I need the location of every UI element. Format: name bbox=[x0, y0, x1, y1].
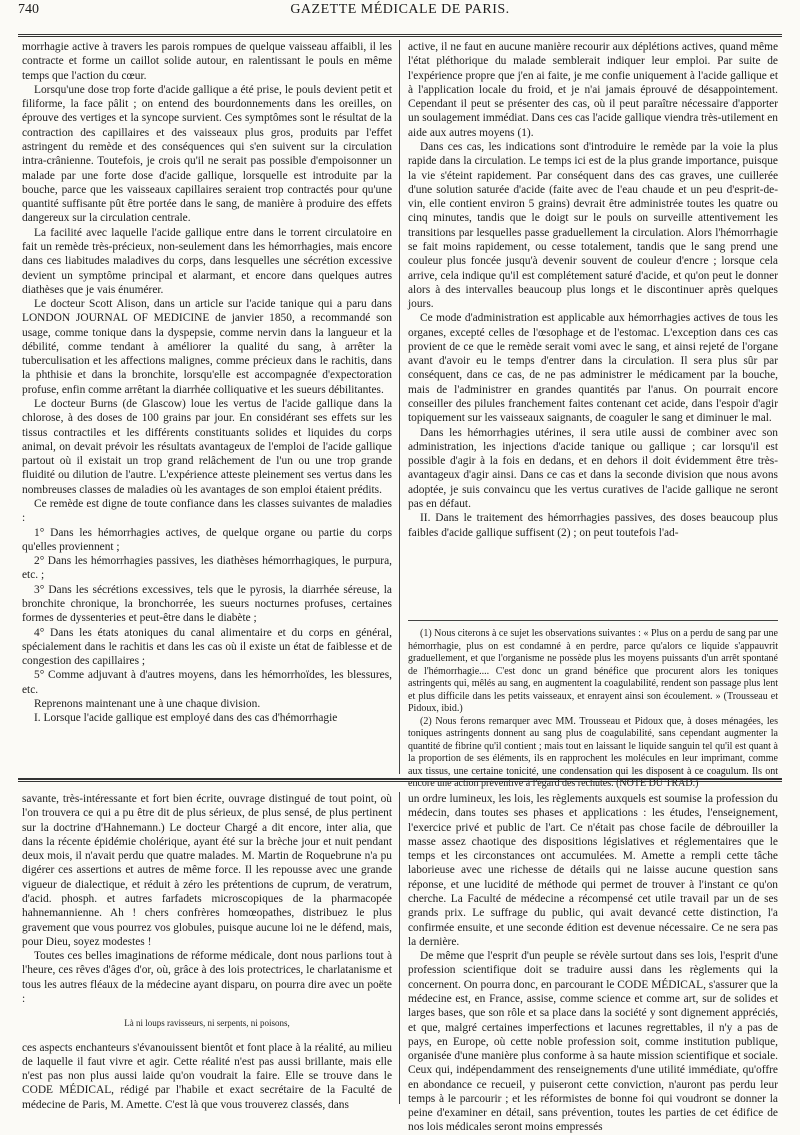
paragraph: active, il ne faut en aucune manière recourir aux déplétions actives, quand même l'état pléthorique du malade semblerait indiquer leur emploi. Par suite de l'expérience propre que j'en ai faite, je me confie uniquement à l'acide gallique et à l'application locale du froid, et je n'ai jamais éprouvé de désappointement. Cependant il peut se présenter des cas, où il peut paraître nécessaire d'apporter un soulagement immédiat. Dans ces cas l'acide gallique viendra très-utilement en aide aux autres moyens (1). bbox=[408, 41, 778, 139]
paragraph: I. Lorsque l'acide gallique est employé dans des cas d'hémorrhagie bbox=[34, 712, 338, 725]
verse-quote: Là ni loups ravisseurs, ni serpents, ni poisons, bbox=[124, 1018, 290, 1029]
paragraph: ces aspects enchanteurs s'évanouissent bientôt et font place à la réalité, au milieu de laquelle il faut vivre et agir. Cette réalité n'est pas aussi brillante, mais elle n'est pas non plus aussi laide qu'on voudrait la faire. Elle se trouve dans le CODE MÉDICAL, rédigé par l'habile et exact secrétaire de la Faculté de médecine de Paris, M. Amette. C'est là que vous trouverez classés, dans bbox=[22, 1041, 392, 1111]
footnote: (1) Nous citerons à ce sujet les observations suivantes : « Plus on a perdu de sang par une hémorrhagie, plus on est condamné à en perdre, parce qu'alors ce liquide s'appauvrit graduellement, et que l'organisme ne possède plus les moyens puissants d'un arrêt spontané de l'hémorrhagie.... C'est donc un grand bénéfice que procurent alors les toniques astringents qui, mêlés au sang, en augmentent la coagulabilité, rendent son passage plus lent et plus difficile dans les petits vaisseaux, et enrayent ainsi son écoulement. » (Trousseau et Pidoux, ibid.) bbox=[408, 628, 778, 714]
paragraph: Le docteur Burns (de Glascow) loue les vertus de l'acide gallique dans la chlorose, à des doses de 100 grains par jour. En considérant ses effets sur les tissus contractiles et les différents constituants solides et liquides du corps animal, on devait prévoir les résultats avantageux de l'emploi de l'acide gallique partout où il existait un trop grand relâchement de l'un ou une trop grande fluidité ou dilution de l'autre. L'expérience atteste pleinement ses vertus dans les nombreuses classes de maladies où les avantages de son emploi étaient prédits. bbox=[22, 398, 392, 496]
journal-title: GAZETTE MÉDICALE DE PARIS. bbox=[290, 2, 510, 17]
upper-left-column bbox=[22, 40, 392, 770]
footnotes bbox=[408, 628, 778, 789]
page-number: 740 bbox=[18, 2, 39, 17]
paragraph: savante, très-intéressante et fort bien écrite, ouvrage distingué de tout point, où l'on trouvera ce qui a pu être dit de plus sérieux, de plus sensé, de plus pertinent sur la doctrine d'Hahnemann.) Le docteur Chargé a dit encore, inter alia, que dans la récente épidémie cholérique, ayant été sur la brèche jour et nuit pendant deux mois, il n'avait perdu que quatre malades. M. Martin de Roquebrune n'a pu digérer ces assertions et autres de même force. Il les repousse avec une grande vigueur de dialectique, et réduit à zéro les prétentions de cuprum, de veratrum, d'acid. phosph. et autres farfadets microscopiques de la pharmacopée hahnemannienne. Ah ! chers confrères homœopathes, distribuez le plus gravement que vous pourrez vos globules, puisque aucune loi ne le défend, mais, pour Dieu, soyez modestes ! bbox=[22, 793, 392, 948]
paragraph: De même que l'esprit d'un peuple se révèle surtout dans ses lois, l'esprit d'une profession scientifique doit se traduire aussi dans les règlements qui la concernent. On pourra donc, en parcourant le CODE MÉDICAL, s'assurer que la médecine est, en France, assise, comme science et comme art, sur de solides et larges bases, que son rôle et sa place dans la société y sont dignement appréciés, et que, malgré certaines imperfections et lacunes regrettables, il n'y a pas de pays, en Europe, où cette noble profession soit, comme institution publique, organisée d'une manière plus conforme à sa haute mission scientifique et sociale. Ceux qui, indépendamment des renseignements d'une utilité immédiate, qu'offre en abondance ce recueil, y puiseront cette conviction, n'auront pas perdu leur temps à le parcourir ; et les réformistes de bonne foi qui voudront se donner la peine d'examiner en détail, sans prévention, toutes les parties de cet édifice de nos lois médicales seront moins empressés bbox=[408, 950, 778, 1134]
paragraph: morrhagie active à travers les parois rompues de quelque vaisseau affaibli, il les contracte et forme un caillot solide autour, en ralentissant le pouls en même temps que l'action du cœur. bbox=[22, 41, 392, 82]
paragraph: un ordre lumineux, les lois, les règlements auxquels est soumise la profession du médecin, dans toutes ses phases et applications : les études, l'enseignement, l'exercice privé et public de l'art. Ce n'était pas chose facile de débrouiller la masse assez chaotique des dispositions législatives et réglementaires que le temps et les circonstances ont accumulées. M. Amette a rempli cette tâche laborieuse avec une richesse de détails qui ne laisse aucune question sans réponse, et une lucidité de méthode qui permet de trouver à l'instant ce qu'on cherche. La Faculté de médecine a récompensé cet utile travail par un de ses grands prix. Le suffrage du public, qui avait devancé cette distinction, l'a confirmée ensuite, et une seconde édition est devenue nécessaire. Ce ne sera pas la dernière. bbox=[408, 793, 778, 948]
paragraph: Ce mode d'administration est applicable aux hémorrhagies actives de tous les organes, excepté celles de l'œsophage et de l'estomac. L'exception dans ces cas provient de ce que le remède serait vomi avec le sang, et ainsi rejeté de l'organe avant d'avoir eu le temps d'entrer dans la circulation. Il sera plus sûr par conséquent, dans ce cas, de ne pas administrer le médicament par la bouche, mais de l'administrer en grandes quantités par l'anus. On pourrait encore conseiller des pilules franchement faites contenant cet acide, dans l'espoir d'agir topiquement sur les vaisseaux saignants, de coaguler le sang et diminuer le mal. bbox=[408, 312, 778, 425]
footnote: (2) Nous ferons remarquer avec MM. Trousseau et Pidoux que, à doses ménagées, les toniques astringents donnent au sang plus de coagulabilité, sans cependant augmenter la quantité de fibrine qu'il contient ; mais tout en laissant le liquide sanguin tel qu'il est quant à la proportion de ses éléments, ils en rapprochent les molécules en leur imprimant, comme aux tissus, une certaine tonicité, une condensation qui les disposent à ce coagulum. Ils ont encore une action préventive à l'égard des rechutes. (NOTE DU TRAD.) bbox=[408, 715, 778, 789]
paragraph: La facilité avec laquelle l'acide gallique entre dans le torrent circulatoire en fait un remède très-précieux, non-seulement dans les hémorrhagies, mais encore dans ces liabitudes maladives du corps, dans lesquelles une sécrétion excessive devient un symptôme principal et alarmant, et encore dans quelques autres diathèses que je vais énumérer. bbox=[22, 226, 392, 296]
paragraph: II. Dans le traitement des hémorrhagies passives, des doses beaucoup plus faibles d'acide gallique suffisent (2) ; on peut toutefois l'ad- bbox=[408, 512, 778, 539]
upper-right-column bbox=[408, 40, 778, 612]
paragraph: Toutes ces belles imaginations de réforme médicale, dont nous parlions tout à l'heure, ces rêves d'âges d'or, où, grâce à des lois protectrices, le charlatanisme et tous les autres fléaux de la médecine ayant disparu, on pourra dire avec un poëte : bbox=[22, 950, 392, 1005]
section-rule bbox=[18, 778, 782, 782]
column-divider bbox=[399, 40, 400, 774]
lower-left-column bbox=[22, 792, 392, 1111]
paragraph: Dans ces cas, les indications sont d'introduire le remède par la voie la plus rapide dans la circulation. Le temps ici est de la plus grande importance, puisque la vie s'éteint rapidement. Par conséquent dans des cas graves, une cuillerée d'une solution saturée d'acide (faite avec de l'eau chaude et un peu d'esprit-de-vin, elle contient environ 5 grains) devrait être administrée toutes les quatre ou cinq minutes, tandis que le doigt sur le pouls on surveille attentivement les transitions par lesquelles passe graduellement la circulation. Alors l'hémorrhagie se fait moins rapidement, ou cesse totalement, tandis que le sang prend une couleur plus foncée jusqu'à devenir souvent de couleur d'encre ; lorsque cela arrive, cela indique qu'il est complétement saturé d'acide, et qu'on peut le donner alors à des intervalles beaucoup plus longs et le discontinuer après quelques jours. bbox=[408, 140, 778, 311]
list-item: 1° Dans les hémorrhagies actives, de quelque organe ou partie du corps qu'elles proviennent ; bbox=[22, 526, 392, 553]
list-item: 4° Dans les états atoniques du canal alimentaire et du corps en général, spécialement dans le rachitis et dans les cas où il existe un état de faiblesse et de congestion des capillaires ; bbox=[22, 626, 392, 668]
paragraph: Reprenons maintenant une à une chaque division. bbox=[34, 697, 261, 710]
header-rule bbox=[18, 34, 782, 37]
footnote-rule bbox=[408, 620, 778, 621]
paragraph: Lorsqu'une dose trop forte d'acide gallique a été prise, le pouls devient petit et filiforme, la face pâlit ; on entend des bourdonnements dans les oreilles, on éprouve des vertiges et la syncope survient. Ces symptômes sont le résultat de la contraction des capillaires et des vaisseaux plus gros, produits par l'effet astringent du remède et des conséquences qui s'en suivent sur la circulation intra-crânienne. Toutefois, je crois qu'il ne serait pas possible d'empoisonner un malade par une forte dose d'acide gallique, lorsquelle est introduite par la bouche, parce que les vaisseaux capillaires seraient trop contractés pour qu'une quantité suffisante pût être portée dans le sang, de manière à produire des effets dangereux sur la circulation centrale. bbox=[22, 83, 392, 225]
paragraph: Le docteur Scott Alison, dans un article sur l'acide tanique qui a paru dans LONDON JOURNAL OF MEDICINE de janvier 1850, a recommandé son usage, comme tonique dans la dyspepsie, comme nervin dans la langueur et la débilité, comme tendant à améliorer la qualité du sang, à arrêter la tuberculisation et les affections malignes, comme précieux dans le rachitis, dans la phthisie et dans la bronchite, lorsqu'elle est accompagnée d'expectoration profuse, enfin comme arrêtant la diarrhée colliquative et les sueurs débilitantes. bbox=[22, 298, 392, 396]
list-item: 2° Dans les hémorrhagies passives, les diathèses hémorrhagiques, le purpura, etc. ; bbox=[22, 555, 392, 582]
list-item: 5° Comme adjuvant à d'autres moyens, dans les hémorrhoïdes, les blessures, etc. bbox=[22, 669, 392, 696]
list-item: 3° Dans les sécrétions excessives, tels que le pyrosis, la diarrhée séreuse, la bronchite chronique, la bronchorrée, les sueurs nocturnes profuses, certaines formes de dyssenteries et peut-être dans le diabète ; bbox=[22, 583, 392, 625]
lower-right-column bbox=[408, 792, 778, 1134]
paragraph: Dans les hémorrhagies utérines, il sera utile aussi de combiner avec son administration, les injections d'acide tanique ou gallique ; car lorsqu'il est possible d'agir à la fois en dedans, et en dehors il doit évidemment être très-avantageux d'agir ainsi. Dans ce cas et dans la seconde division que nous avons adoptée, je suis convaincu que les vertus curatives de l'acide gallique ne seront pas en défaut. bbox=[408, 426, 778, 510]
column-divider bbox=[399, 792, 400, 1104]
paragraph: Ce remède est digne de toute confiance dans les classes suivantes de maladies : bbox=[22, 498, 392, 525]
page-header bbox=[18, 2, 782, 32]
